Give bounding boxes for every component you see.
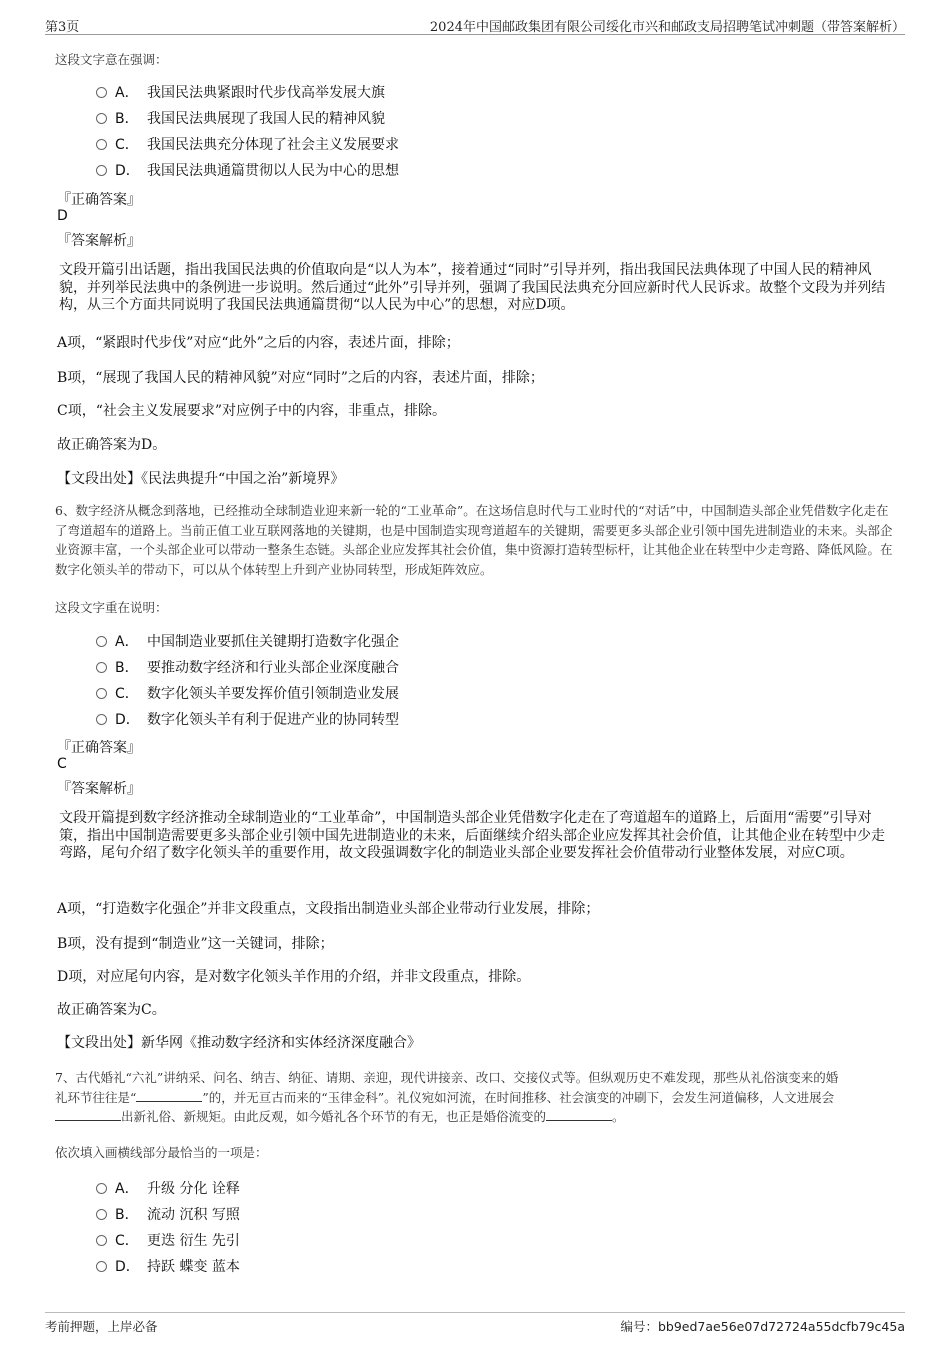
q6-analysis: 文段开篇提到数字经济推动全球制造业的“工业革命”，中国制造头部企业凭借数字化走在了弯道超车的道路上，后面用“需要”引导对策，指出中国制造需要更多头部企业引领中国先进制造业的未来，后面继续介绍头部企业应发挥其社会价值，让其他企业在转型中少走弯路，尾句介绍了数字化领头羊的重要作用，故文段强调数字化的制造业头部企业要发挥社会价值带动行业整体发展，对应C项。 <box>59 810 885 861</box>
q6-passage: 6、数字经济从概念到落地，已经推动全球制造业迎来新一轮的“工业革命”。在这场信息时代与工业时代的“对话”中，中国制造头部企业凭借数字化走在了弯道超车的道路上。当前正值工业互联网落地的关键期，也是中国制造实现弯道超车的关键期，需要更多头部企业引领中国先进制造业的未来。头部企业资源丰富，一个头部企业可以带动一整条生态链。头部企业应发挥其社会价值，集中资源打造转型标杆，让其他企业在转型中少走弯路、降低风险。在数字化领头羊的带动下，可以从个体转型上升到产业协同转型，形成矩阵效应。 <box>55 503 893 577</box>
q5-answer-label: 『正确答案』 <box>57 192 141 208</box>
radio-icon[interactable] <box>96 662 107 673</box>
radio-icon[interactable] <box>96 165 107 176</box>
q6-prompt: 这段文字重在说明： <box>55 600 168 615</box>
q7-prompt: 依次填入画横线部分最恰当的一项是： <box>55 1145 268 1160</box>
radio-icon[interactable] <box>96 87 107 98</box>
radio-icon[interactable] <box>96 139 107 150</box>
q5-option-b[interactable]: B． 我国民法典展现了我国人民的精神风貌 <box>96 108 385 128</box>
q5-note-b: B项，“展现了我国人民的精神风貌”对应“同时”之后的内容，表述片面，排除； <box>57 370 544 386</box>
radio-icon[interactable] <box>96 1261 107 1272</box>
q5-note-c: C项，“社会主义发展要求”对应例子中的内容，非重点，排除。 <box>57 403 447 419</box>
fill-blank-3 <box>546 1108 612 1121</box>
q7-option-b[interactable]: B． 流动 沉积 写照 <box>96 1204 240 1224</box>
q5-conclusion: 故正确答案为D。 <box>57 437 167 453</box>
q5-note-a: A项，“紧跟时代步伐”对应“此外”之后的内容，表述片面，排除； <box>57 335 460 351</box>
radio-icon[interactable] <box>96 113 107 124</box>
footer-slogan: 考前押题，上岸必备 <box>45 1319 158 1334</box>
q5-prompt: 这段文字意在强调： <box>55 52 168 67</box>
q6-option-c[interactable]: C． 数字化领头羊要发挥价值引领制造业发展 <box>96 683 399 703</box>
document-id: 编号：bb9ed7ae56e07d72724a55dcfb79c45a <box>620 1319 905 1334</box>
page-header <box>45 14 905 35</box>
q6-note-d: D项，对应尾句内容，是对数字化领头羊作用的介绍，并非文段重点，排除。 <box>57 969 531 985</box>
q7-option-a[interactable]: A． 升级 分化 诠释 <box>96 1178 240 1198</box>
q6-source: 【文段出处】新华网《推动数字经济和实体经济深度融合》 <box>57 1035 421 1051</box>
q6-option-a[interactable]: A． 中国制造业要抓住关键期打造数字化强企 <box>96 631 399 651</box>
q7-line-2: 礼环节往往是“ ”的，并无亘古而来的“玉律金科”。礼仪宛如河流，在时间推移、社会演变的冲刷下，会发生河道偏移，人文进展会 <box>55 1089 835 1105</box>
radio-icon[interactable] <box>96 1183 107 1194</box>
radio-icon[interactable] <box>96 1209 107 1220</box>
q7-option-d[interactable]: D． 持跃 蝶变 蓝本 <box>96 1256 240 1276</box>
q5-analysis-label: 『答案解析』 <box>57 233 141 249</box>
page-number: 第3页 <box>45 20 80 35</box>
document-title: 2024年中国邮政集团有限公司绥化市兴和邮政支局招聘笔试冲刺题（带答案解析） <box>429 20 905 35</box>
q6-conclusion: 故正确答案为C。 <box>57 1002 166 1018</box>
q5-option-a[interactable]: A． 我国民法典紧跟时代步伐高举发展大旗 <box>96 82 385 102</box>
q6-answer-label: 『正确答案』 <box>57 740 141 756</box>
radio-icon[interactable] <box>96 688 107 699</box>
q5-analysis: 文段开篇引出话题，指出我国民法典的价值取向是“以人为本”，接着通过“同时”引导并列，指出我国民法典体现了中国人民的精神风貌，并列举民法典中的条例进一步说明。然后通过“此外”引导并列，强调了我国民法典充分回应新时代人民诉求。故整个文段为并列结构，从三个方面共同说明了我国民法典通篇贯彻“以人民为中心”的思想，对应D项。 <box>59 262 886 313</box>
radio-icon[interactable] <box>96 714 107 725</box>
q6-answer: C <box>57 756 67 772</box>
q6-option-b[interactable]: B． 要推动数字经济和行业头部企业深度融合 <box>96 657 399 677</box>
q6-note-a: A项，“打造数字化强企”并非文段重点，文段指出制造业头部企业带动行业发展，排除； <box>57 901 600 917</box>
q7-line-3: 出新礼俗、新规矩。由此反观，如今婚礼各个环节的有无，也正是婚俗流变的 。 <box>55 1107 895 1127</box>
fill-blank-2 <box>55 1108 121 1121</box>
q5-option-c[interactable]: C． 我国民法典充分体现了社会主义发展要求 <box>96 134 399 154</box>
q6-option-d[interactable]: D． 数字化领头羊有利于促进产业的协同转型 <box>96 709 399 729</box>
q7-passage <box>55 1068 895 1127</box>
radio-icon[interactable] <box>96 1235 107 1246</box>
radio-icon[interactable] <box>96 636 107 647</box>
q5-option-d[interactable]: D． 我国民法典通篇贯彻以人民为中心的思想 <box>96 160 399 180</box>
q7-line-1: 7、古代婚礼“六礼”讲纳采、问名、纳吉、纳征、请期、亲迎，现代讲接亲、改口、交接仪式等。但纵观历史不难发现，那些从礼俗演变来的婚 <box>55 1070 839 1085</box>
q6-note-b: B项，没有提到“制造业”这一关键词，排除； <box>57 936 334 952</box>
page-footer <box>45 1312 905 1335</box>
q5-answer: D <box>57 208 68 224</box>
q5-source: 【文段出处】《民法典提升“中国之治”新境界》 <box>57 471 345 487</box>
q7-option-c[interactable]: C． 更迭 衍生 先引 <box>96 1230 240 1250</box>
fill-blank-1 <box>136 1089 202 1102</box>
q6-analysis-label: 『答案解析』 <box>57 781 141 797</box>
